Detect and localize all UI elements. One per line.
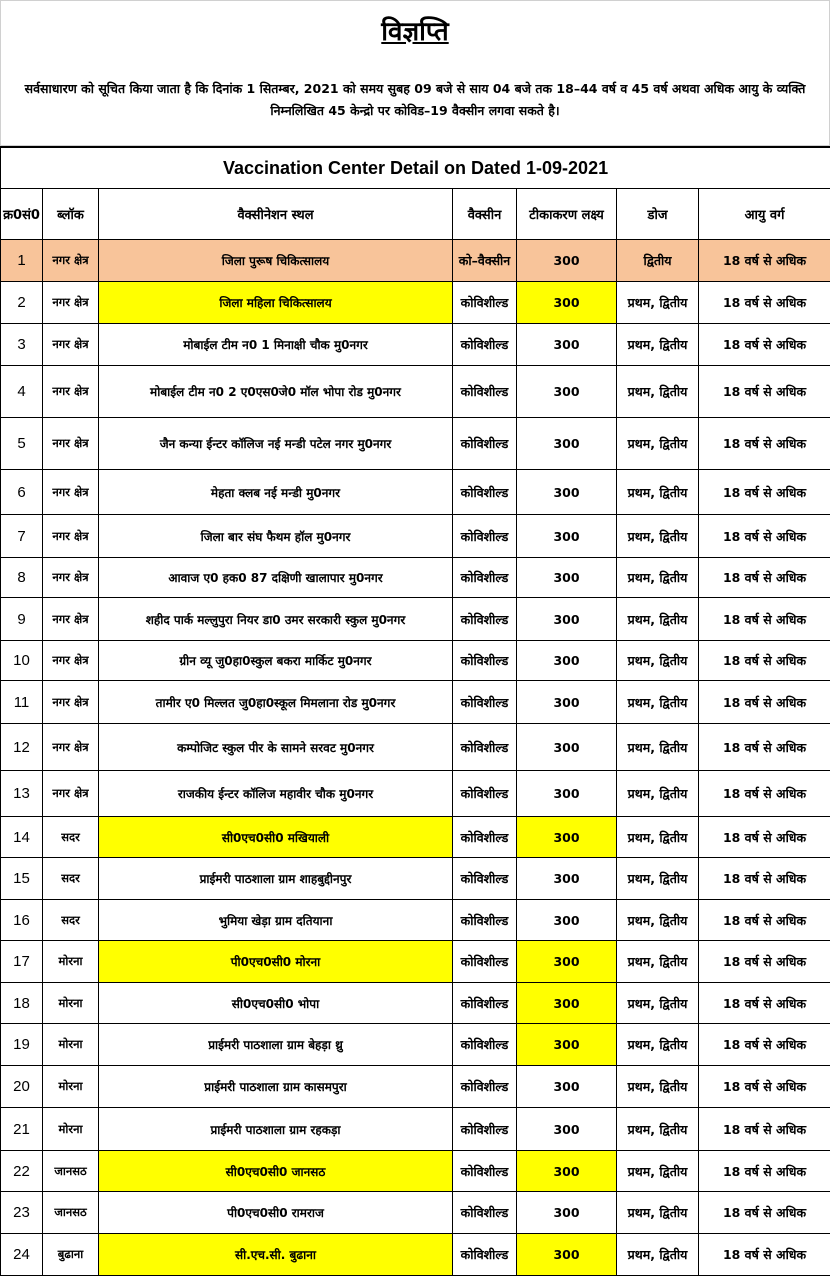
- age-group-cell: 18 वर्ष से अधिक: [699, 900, 830, 941]
- vaccine-cell: कोविशील्ड: [453, 282, 517, 324]
- age-group-cell: 18 वर्ष से अधिक: [699, 366, 830, 418]
- table-row: [1, 418, 830, 470]
- table-header-row: [1, 189, 830, 240]
- block-cell: नगर क्षेत्र: [43, 240, 99, 282]
- vaccine-cell: कोविशील्ड: [453, 558, 517, 598]
- target-cell: 300: [517, 681, 617, 724]
- age-group-cell: 18 वर्ष से अधिक: [699, 515, 830, 558]
- vaccine-cell: कोविशील्ड: [453, 681, 517, 724]
- site-cell: राजकीय ईन्टर कॉलिज महावीर चौक मु0नगर: [99, 771, 453, 817]
- block-cell: मोरना: [43, 1066, 99, 1108]
- serial-cell: 12: [1, 724, 43, 771]
- site-cell: ग्रीन व्यू जु0हा0स्कुल बकरा मार्किट मु0नगर: [99, 641, 453, 681]
- block-cell: नगर क्षेत्र: [43, 470, 99, 515]
- vaccine-cell: कोविशील्ड: [453, 1024, 517, 1066]
- serial-cell: 3: [1, 324, 43, 366]
- table-row: [1, 724, 830, 771]
- site-cell: शहीद पार्क मल्लुपुरा नियर डा0 उमर सरकारी स्कुल मु0नगर: [99, 598, 453, 641]
- serial-cell: 4: [1, 366, 43, 418]
- serial-cell: 10: [1, 641, 43, 681]
- table-row: [1, 1066, 830, 1108]
- target-cell: 300: [517, 817, 617, 858]
- site-cell: मोबाईल टीम न0 1 मिनाक्षी चौक मु0नगर: [99, 324, 453, 366]
- block-cell: नगर क्षेत्र: [43, 558, 99, 598]
- target-cell: 300: [517, 558, 617, 598]
- age-group-cell: 18 वर्ष से अधिक: [699, 771, 830, 817]
- target-cell: 300: [517, 1234, 617, 1276]
- age-group-cell: 18 वर्ष से अधिक: [699, 941, 830, 983]
- vaccine-cell: कोविशील्ड: [453, 1151, 517, 1192]
- header-block: ब्लॉक: [43, 189, 99, 240]
- dose-cell: प्रथम, द्वितीय: [617, 418, 699, 470]
- site-cell: कम्पोजिट स्कुल पीर के सामने सरवट मु0नगर: [99, 724, 453, 771]
- target-cell: 300: [517, 1066, 617, 1108]
- block-cell: मोरना: [43, 941, 99, 983]
- dose-cell: प्रथम, द्वितीय: [617, 817, 699, 858]
- block-cell: सदर: [43, 900, 99, 941]
- header-target: टीकाकरण लक्ष्य: [517, 189, 617, 240]
- notice-title: विज्ञप्ति: [381, 16, 449, 47]
- site-cell: भुमिया खेड़ा ग्राम दतियाना: [99, 900, 453, 941]
- target-cell: 300: [517, 771, 617, 817]
- block-cell: जानसठ: [43, 1192, 99, 1234]
- age-group-cell: 18 वर्ष से अधिक: [699, 983, 830, 1024]
- table-row: [1, 240, 830, 282]
- header-serial: क्र0सं0: [1, 189, 43, 240]
- block-cell: सदर: [43, 858, 99, 900]
- serial-cell: 24: [1, 1234, 43, 1276]
- table-row: [1, 1108, 830, 1151]
- vaccine-cell: कोविशील्ड: [453, 641, 517, 681]
- table-row: [1, 817, 830, 858]
- dose-cell: प्रथम, द्वितीय: [617, 900, 699, 941]
- block-cell: नगर क्षेत्र: [43, 366, 99, 418]
- block-cell: बुढाना: [43, 1234, 99, 1276]
- block-cell: नगर क्षेत्र: [43, 324, 99, 366]
- age-group-cell: 18 वर्ष से अधिक: [699, 817, 830, 858]
- dose-cell: प्रथम, द्वितीय: [617, 771, 699, 817]
- header-dose: डोज: [617, 189, 699, 240]
- site-cell: सी0एच0सी0 जानसठ: [99, 1151, 453, 1192]
- table-row: [1, 1151, 830, 1192]
- block-cell: नगर क्षेत्र: [43, 681, 99, 724]
- block-cell: नगर क्षेत्र: [43, 724, 99, 771]
- age-group-cell: 18 वर्ष से अधिक: [699, 282, 830, 324]
- serial-cell: 18: [1, 983, 43, 1024]
- block-cell: नगर क्षेत्र: [43, 515, 99, 558]
- site-cell: तामीर ए0 मिल्लत जु0हा0स्कूल मिमलाना रोड मु0नगर: [99, 681, 453, 724]
- dose-cell: द्वितीय: [617, 240, 699, 282]
- site-cell: जिला महिला चिकित्सालय: [99, 282, 453, 324]
- block-cell: नगर क्षेत्र: [43, 598, 99, 641]
- target-cell: 300: [517, 324, 617, 366]
- serial-cell: 1: [1, 240, 43, 282]
- site-cell: जैन कन्या ईन्टर कॉलिज नई मन्डी पटेल नगर मु0नगर: [99, 418, 453, 470]
- dose-cell: प्रथम, द्वितीय: [617, 983, 699, 1024]
- block-cell: मोरना: [43, 983, 99, 1024]
- vaccine-cell: कोविशील्ड: [453, 418, 517, 470]
- serial-cell: 20: [1, 1066, 43, 1108]
- target-cell: 300: [517, 366, 617, 418]
- age-group-cell: 18 वर्ष से अधिक: [699, 641, 830, 681]
- vaccine-cell: कोविशील्ड: [453, 598, 517, 641]
- age-group-cell: 18 वर्ष से अधिक: [699, 470, 830, 515]
- table-row: [1, 470, 830, 515]
- target-cell: 300: [517, 240, 617, 282]
- dose-cell: प्रथम, द्वितीय: [617, 558, 699, 598]
- table-row: [1, 858, 830, 900]
- table-row: [1, 641, 830, 681]
- serial-cell: 11: [1, 681, 43, 724]
- serial-cell: 15: [1, 858, 43, 900]
- site-cell: प्राईमरी पाठशाला ग्राम बेहड़ा थ्रु: [99, 1024, 453, 1066]
- block-cell: मोरना: [43, 1024, 99, 1066]
- target-cell: 300: [517, 1192, 617, 1234]
- vaccine-cell: कोविशील्ड: [453, 366, 517, 418]
- dose-cell: प्रथम, द्वितीय: [617, 724, 699, 771]
- target-cell: 300: [517, 1151, 617, 1192]
- notice-text: सर्वसाधारण को सूचित किया जाता है कि दिनांक 1 सितम्बर, 2021 को समय सुबह 09 बजे से साय 04 बजे तक 18–44 वर्ष व 45 वर्ष अथवा अधिक आयु के व्यक्ति निम्नलिखित 45 केन्द्रो पर कोविड–19 वैक्सीन लगवा सकते है।: [0, 58, 830, 146]
- target-cell: 300: [517, 515, 617, 558]
- site-cell: मेहता क्लब नई मन्डी मु0नगर: [99, 470, 453, 515]
- target-cell: 300: [517, 1108, 617, 1151]
- table-row: [1, 900, 830, 941]
- title-bar: [0, 0, 830, 58]
- site-cell: सी0एच0सी0 भोपा: [99, 983, 453, 1024]
- age-group-cell: 18 वर्ष से अधिक: [699, 558, 830, 598]
- serial-cell: 19: [1, 1024, 43, 1066]
- dose-cell: प्रथम, द्वितीय: [617, 1066, 699, 1108]
- site-cell: पी0एच0सी0 मोरना: [99, 941, 453, 983]
- age-group-cell: 18 वर्ष से अधिक: [699, 240, 830, 282]
- age-group-cell: 18 वर्ष से अधिक: [699, 1024, 830, 1066]
- serial-cell: 13: [1, 771, 43, 817]
- serial-cell: 23: [1, 1192, 43, 1234]
- serial-cell: 21: [1, 1108, 43, 1151]
- dose-cell: प्रथम, द्वितीय: [617, 858, 699, 900]
- dose-cell: प्रथम, द्वितीय: [617, 1192, 699, 1234]
- serial-cell: 6: [1, 470, 43, 515]
- site-cell: प्राईमरी पाठशाला ग्राम रहकड़ा: [99, 1108, 453, 1151]
- serial-cell: 16: [1, 900, 43, 941]
- table-row: [1, 1234, 830, 1276]
- table-row: [1, 771, 830, 817]
- age-group-cell: 18 वर्ष से अधिक: [699, 1192, 830, 1234]
- age-group-cell: 18 वर्ष से अधिक: [699, 858, 830, 900]
- target-cell: 300: [517, 598, 617, 641]
- site-cell: सी.एच.सी. बुढाना: [99, 1234, 453, 1276]
- target-cell: 300: [517, 900, 617, 941]
- dose-cell: प्रथम, द्वितीय: [617, 1234, 699, 1276]
- table-row: [1, 515, 830, 558]
- site-cell: जिला पुरूष चिकित्सालय: [99, 240, 453, 282]
- target-cell: 300: [517, 941, 617, 983]
- target-cell: 300: [517, 858, 617, 900]
- vaccine-cell: कोविशील्ड: [453, 900, 517, 941]
- serial-cell: 7: [1, 515, 43, 558]
- block-cell: जानसठ: [43, 1151, 99, 1192]
- vaccine-cell: कोविशील्ड: [453, 724, 517, 771]
- vaccine-cell: को–वैक्सीन: [453, 240, 517, 282]
- dose-cell: प्रथम, द्वितीय: [617, 941, 699, 983]
- vaccine-cell: कोविशील्ड: [453, 324, 517, 366]
- vaccine-cell: कोविशील्ड: [453, 1108, 517, 1151]
- vaccine-cell: कोविशील्ड: [453, 1234, 517, 1276]
- vaccine-cell: कोविशील्ड: [453, 470, 517, 515]
- block-cell: सदर: [43, 817, 99, 858]
- block-cell: नगर क्षेत्र: [43, 641, 99, 681]
- serial-cell: 17: [1, 941, 43, 983]
- dose-cell: प्रथम, द्वितीय: [617, 366, 699, 418]
- target-cell: 300: [517, 1024, 617, 1066]
- age-group-cell: 18 वर्ष से अधिक: [699, 598, 830, 641]
- age-group-cell: 18 वर्ष से अधिक: [699, 1234, 830, 1276]
- block-cell: नगर क्षेत्र: [43, 771, 99, 817]
- vaccine-cell: कोविशील्ड: [453, 941, 517, 983]
- site-cell: प्राईमरी पाठशाला ग्राम कासमपुरा: [99, 1066, 453, 1108]
- vaccine-cell: कोविशील्ड: [453, 1066, 517, 1108]
- block-cell: मोरना: [43, 1108, 99, 1151]
- dose-cell: प्रथम, द्वितीय: [617, 598, 699, 641]
- dose-cell: प्रथम, द्वितीय: [617, 470, 699, 515]
- target-cell: 300: [517, 418, 617, 470]
- table-row: [1, 681, 830, 724]
- age-group-cell: 18 वर्ष से अधिक: [699, 681, 830, 724]
- age-group-cell: 18 वर्ष से अधिक: [699, 324, 830, 366]
- table-caption: Vaccination Center Detail on Dated 1-09-2021: [1, 147, 830, 189]
- target-cell: 300: [517, 724, 617, 771]
- site-cell: जिला बार संघ फैथम हॉल मु0नगर: [99, 515, 453, 558]
- header-vaccine: वैक्सीन: [453, 189, 517, 240]
- table-row: [1, 366, 830, 418]
- vaccine-cell: कोविशील्ड: [453, 817, 517, 858]
- age-group-cell: 18 वर्ष से अधिक: [699, 1151, 830, 1192]
- age-group-cell: 18 वर्ष से अधिक: [699, 1108, 830, 1151]
- header-site: वैक्सीनेशन स्थल: [99, 189, 453, 240]
- dose-cell: प्रथम, द्वितीय: [617, 681, 699, 724]
- serial-cell: 9: [1, 598, 43, 641]
- site-cell: आवाज ए0 हक0 87 दक्षिणी खालापार मु0नगर: [99, 558, 453, 598]
- target-cell: 300: [517, 282, 617, 324]
- table-row: [1, 1192, 830, 1234]
- vaccine-cell: कोविशील्ड: [453, 1192, 517, 1234]
- serial-cell: 14: [1, 817, 43, 858]
- vaccination-center-table: [0, 146, 830, 1276]
- table-row: [1, 1024, 830, 1066]
- block-cell: नगर क्षेत्र: [43, 418, 99, 470]
- age-group-cell: 18 वर्ष से अधिक: [699, 1066, 830, 1108]
- site-cell: मोबाईल टीम न0 2 ए0एस0जे0 मॉल भोपा रोड मु0नगर: [99, 366, 453, 418]
- vaccine-cell: कोविशील्ड: [453, 858, 517, 900]
- serial-cell: 8: [1, 558, 43, 598]
- table-row: [1, 941, 830, 983]
- table-row: [1, 282, 830, 324]
- table-row: [1, 983, 830, 1024]
- age-group-cell: 18 वर्ष से अधिक: [699, 724, 830, 771]
- target-cell: 300: [517, 983, 617, 1024]
- dose-cell: प्रथम, द्वितीय: [617, 641, 699, 681]
- table-row: [1, 598, 830, 641]
- dose-cell: प्रथम, द्वितीय: [617, 324, 699, 366]
- vaccine-cell: कोविशील्ड: [453, 515, 517, 558]
- age-group-cell: 18 वर्ष से अधिक: [699, 418, 830, 470]
- vaccine-cell: कोविशील्ड: [453, 771, 517, 817]
- target-cell: 300: [517, 641, 617, 681]
- site-cell: पी0एच0सी0 रामराज: [99, 1192, 453, 1234]
- site-cell: सी0एच0सी0 मखियाली: [99, 817, 453, 858]
- serial-cell: 5: [1, 418, 43, 470]
- serial-cell: 2: [1, 282, 43, 324]
- block-cell: नगर क्षेत्र: [43, 282, 99, 324]
- dose-cell: प्रथम, द्वितीय: [617, 1024, 699, 1066]
- serial-cell: 22: [1, 1151, 43, 1192]
- dose-cell: प्रथम, द्वितीय: [617, 515, 699, 558]
- header-age-group: आयु वर्ग: [699, 189, 830, 240]
- target-cell: 300: [517, 470, 617, 515]
- dose-cell: प्रथम, द्वितीय: [617, 1151, 699, 1192]
- dose-cell: प्रथम, द्वितीय: [617, 1108, 699, 1151]
- vaccine-cell: कोविशील्ड: [453, 983, 517, 1024]
- table-row: [1, 558, 830, 598]
- table-row: [1, 324, 830, 366]
- dose-cell: प्रथम, द्वितीय: [617, 282, 699, 324]
- site-cell: प्राईमरी पाठशाला ग्राम शाहबुद्दीनपुर: [99, 858, 453, 900]
